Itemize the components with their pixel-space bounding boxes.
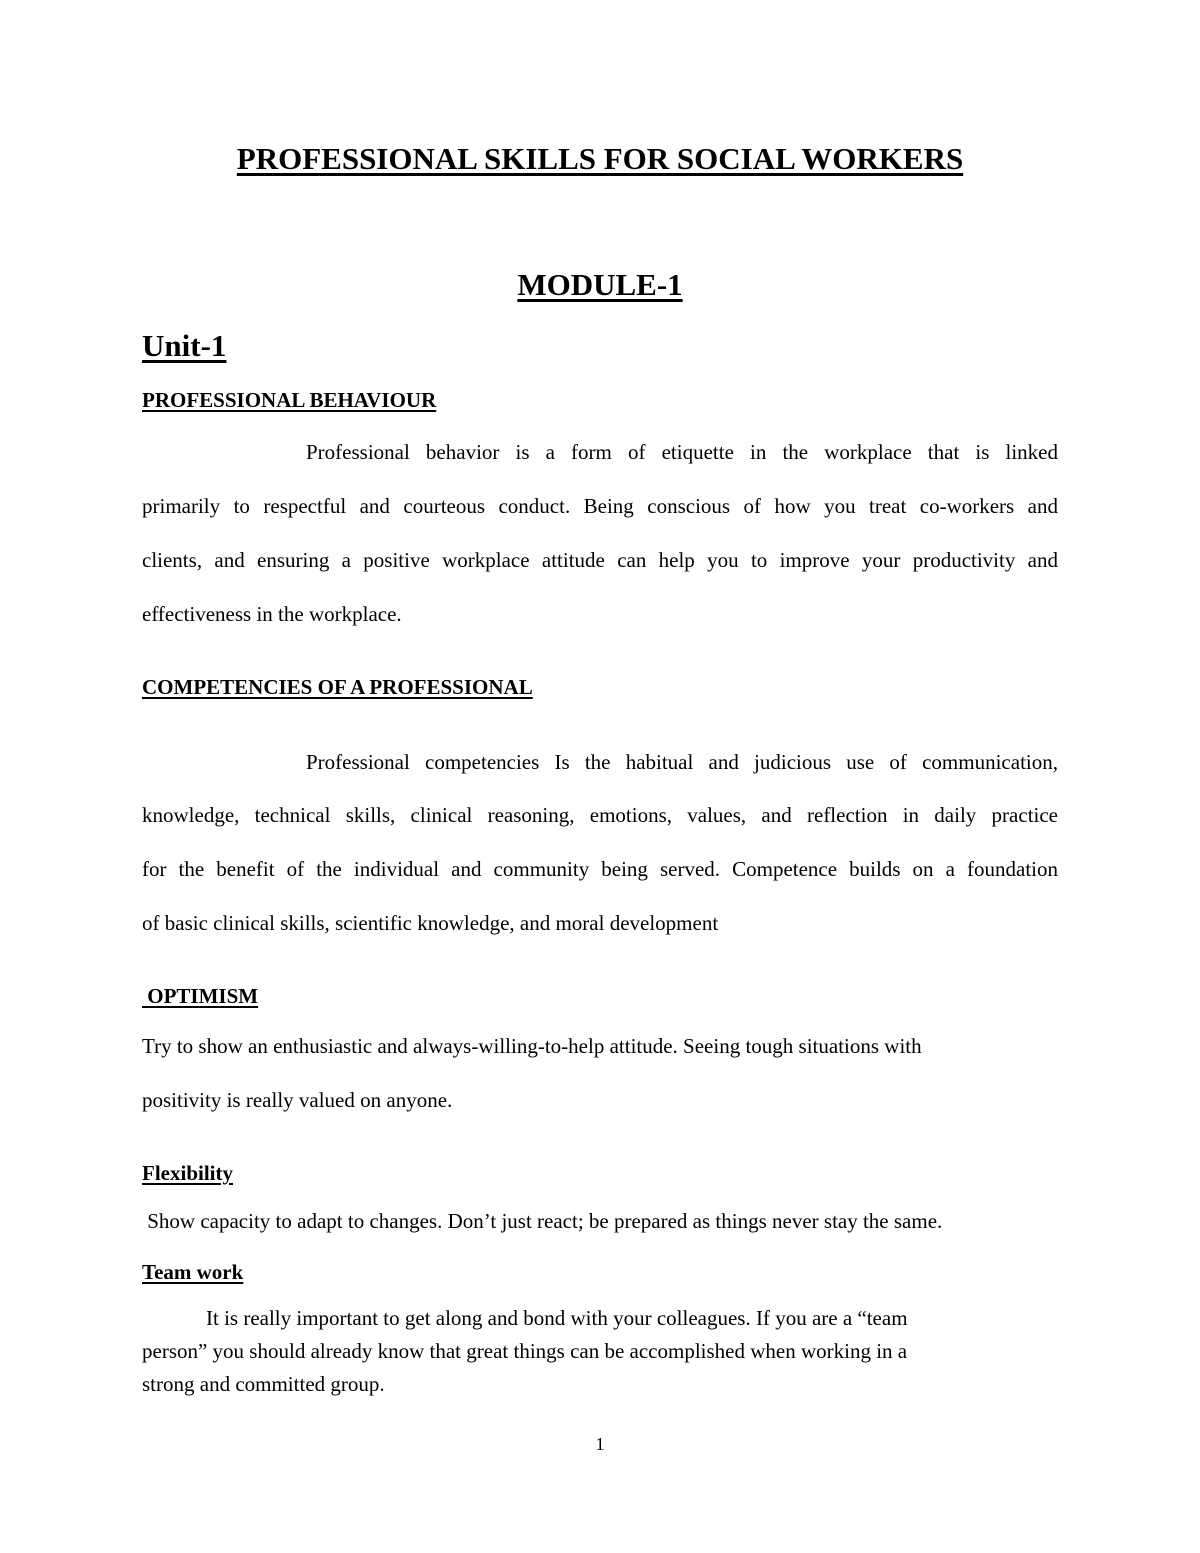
paragraph-line: It is really important to get along and bond with your colleagues. If you are a “team — [206, 1306, 908, 1330]
document-title: PROFESSIONAL SKILLS FOR SOCIAL WORKERS — [236, 141, 964, 176]
paragraph-line: knowledge, technical skills, clinical reasoning, emotions, values, and reflection in daily practice — [142, 803, 1058, 827]
paragraph-line: primarily to respectful and courteous conduct. Being conscious of how you treat co-workers and — [142, 494, 1058, 518]
paragraph-line: person” you should already know that great things can be accomplished when working in a — [142, 1339, 908, 1363]
paragraph-line: for the benefit of the individual and community being served. Competence builds on a foundation — [142, 857, 1058, 881]
paragraph-line: effectiveness in the workplace. — [142, 602, 402, 626]
section-heading-professional-behaviour: PROFESSIONAL BEHAVIOUR — [142, 388, 437, 412]
section-heading-flexibility: Flexibility — [142, 1161, 233, 1185]
section-heading-optimism: OPTIMISM — [142, 984, 259, 1008]
paragraph-line: Show capacity to adapt to changes. Don’t just react; be prepared as things never stay the same. — [142, 1209, 943, 1233]
section-heading-competencies: COMPETENCIES OF A PROFESSIONAL — [142, 675, 533, 699]
section-heading-team-work: Team work — [142, 1260, 244, 1284]
paragraph-line: clients, and ensuring a positive workplace attitude can help you to improve your productivity and — [142, 548, 1058, 572]
paragraph-line: Professional competencies Is the habitual and judicious use of communication, — [306, 750, 1058, 774]
unit-heading: Unit-1 — [142, 328, 227, 363]
page-number: 1 — [595, 1434, 605, 1454]
paragraph-line: positivity is really valued on anyone. — [142, 1088, 453, 1112]
paragraph-line: Professional behavior is a form of etiquette in the workplace that is linked — [306, 440, 1058, 464]
paragraph-line: strong and committed group. — [142, 1372, 385, 1396]
paragraph-line: Try to show an enthusiastic and always-willing-to-help attitude. Seeing tough situations with — [142, 1034, 922, 1058]
module-heading: MODULE-1 — [517, 267, 683, 302]
paragraph-line: of basic clinical skills, scientific knowledge, and moral development — [142, 911, 719, 935]
